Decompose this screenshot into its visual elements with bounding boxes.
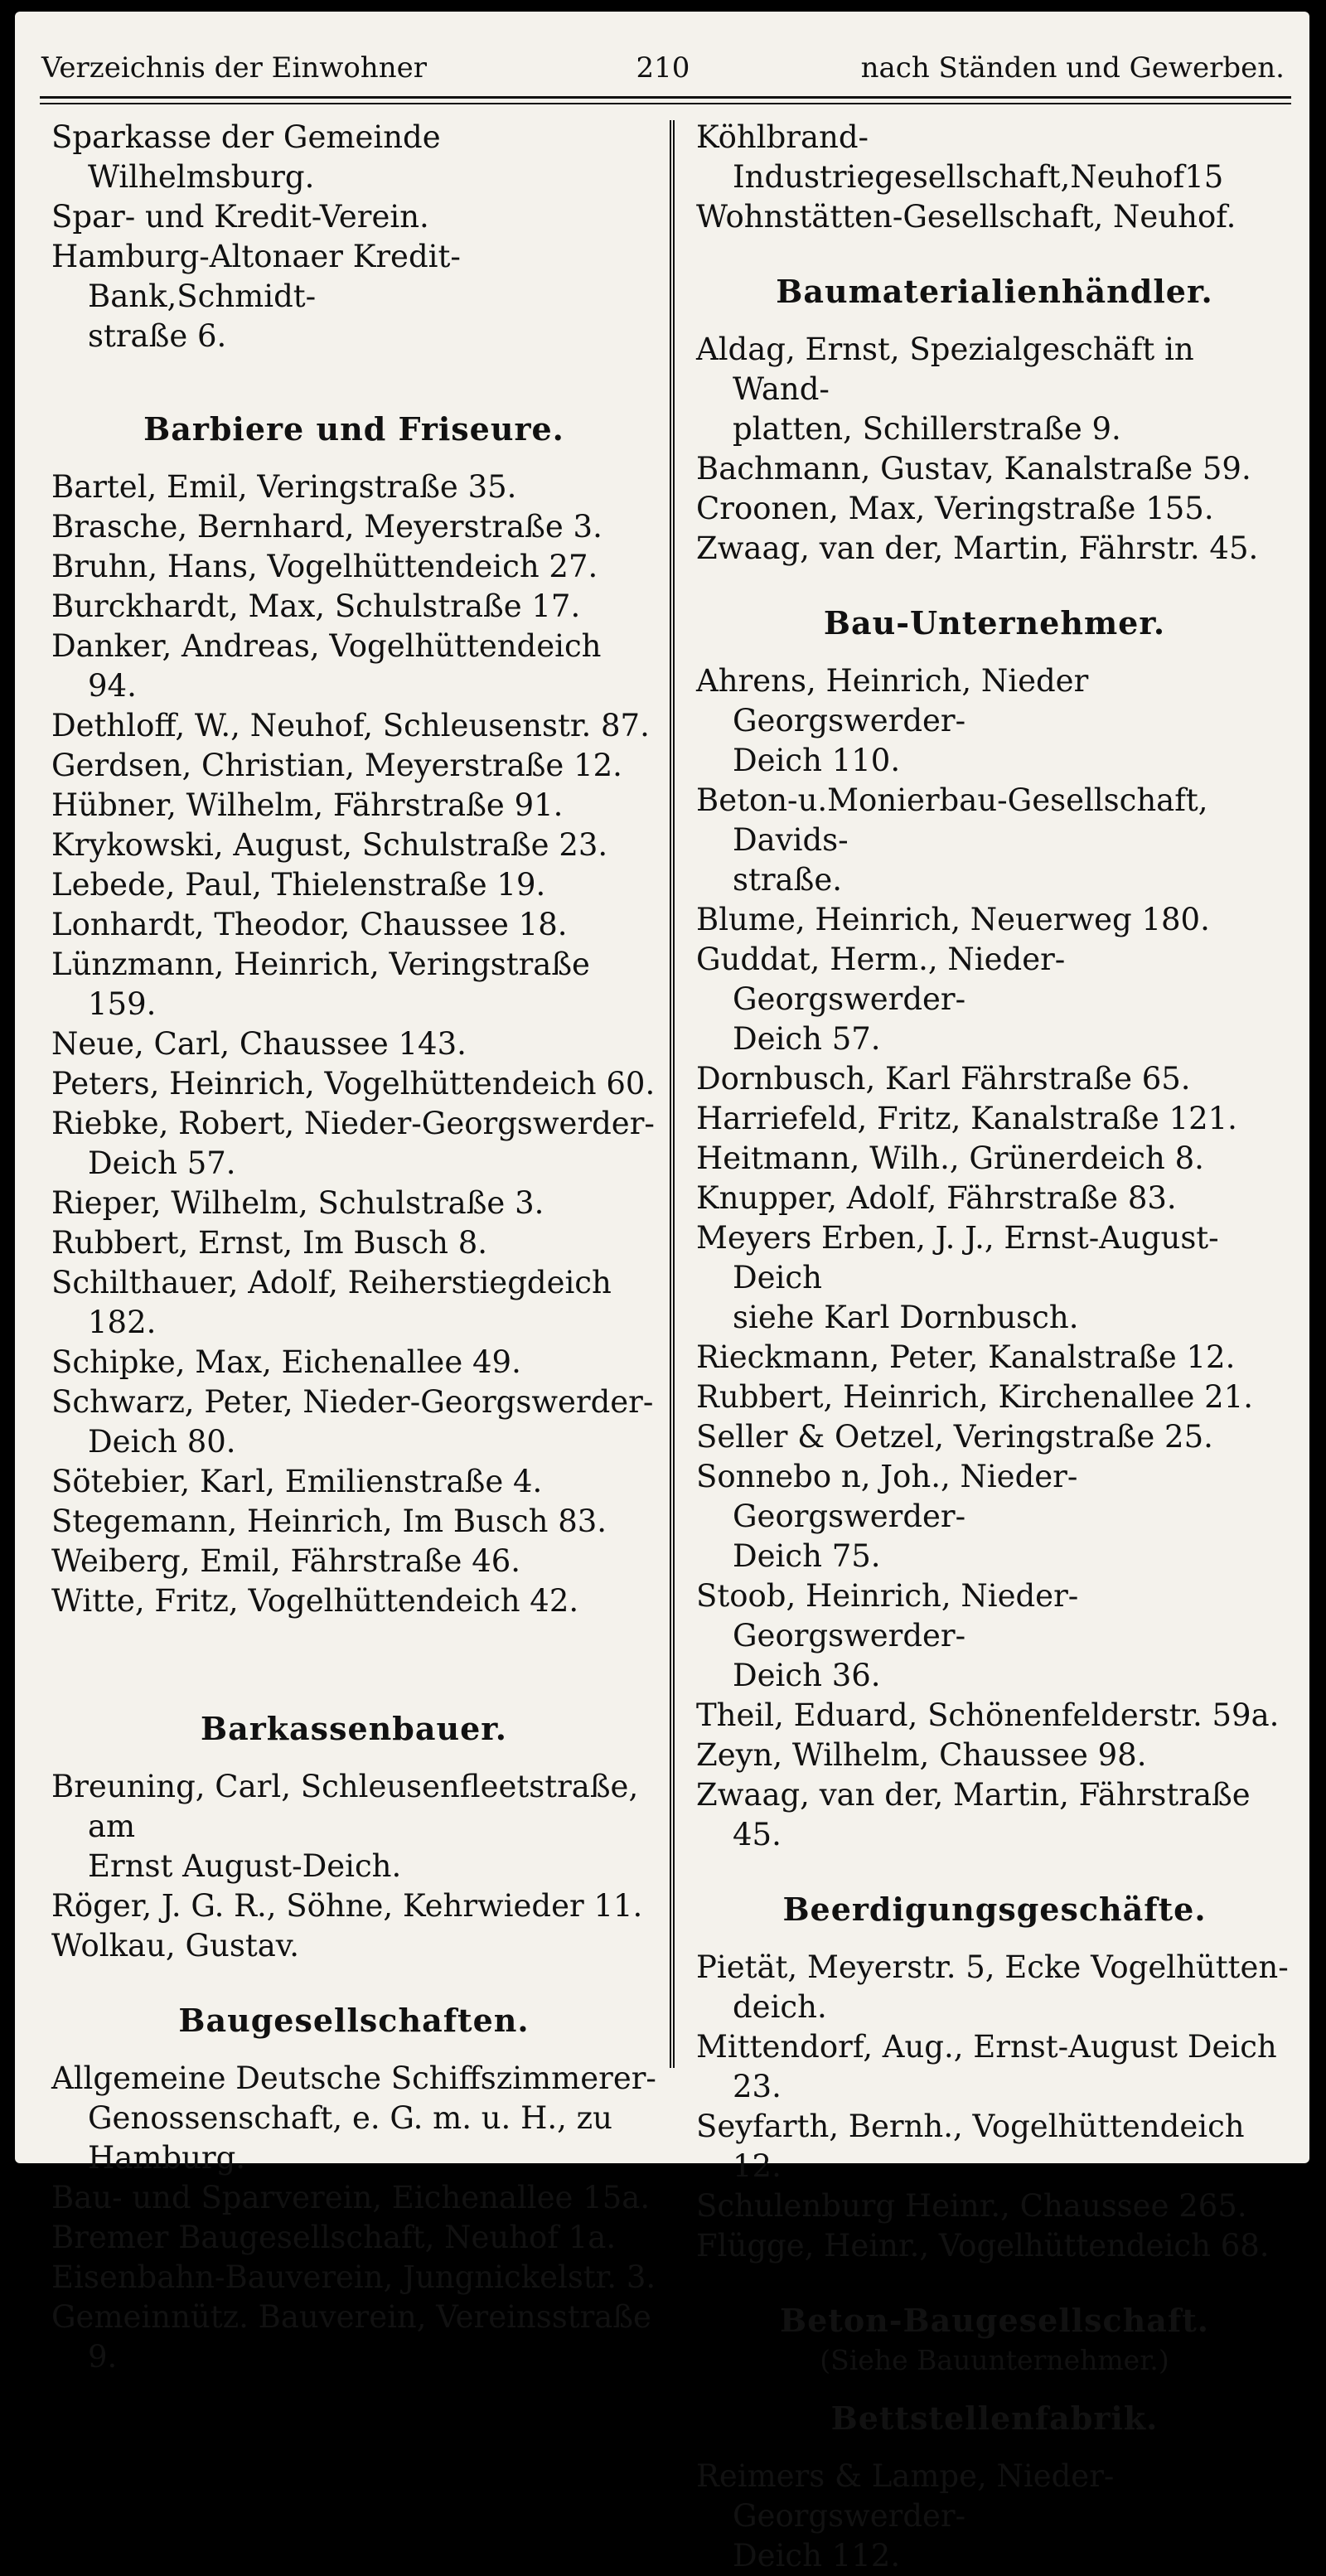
directory-entry	[51, 1223, 656, 1263]
entry-line: Allgemeine Deutsche Schiffszimmerer-	[51, 2060, 656, 2096]
header-right: nach Ständen und Gewerben.	[860, 51, 1285, 85]
entry-continuation: Deich 57.	[88, 1145, 236, 1181]
entry-line: Röger, J. G. R., Söhne, Kehrwieder 11.	[51, 1888, 643, 1924]
page-header	[41, 51, 1285, 93]
entry-line: Wohnstätten-Gesellschaft, Neuhof.	[696, 199, 1236, 235]
entry-continuation: Hamburg.	[88, 2140, 246, 2176]
column-divider	[670, 120, 675, 2068]
header-rule	[40, 96, 1291, 99]
directory-entry	[696, 1099, 1293, 1139]
entry-line: Zwaag, van der, Martin, Fährstr. 45.	[696, 530, 1259, 566]
directory-entry	[696, 1736, 1293, 1775]
directory-entry	[51, 1886, 656, 1926]
beton-note: (Siehe Bauunternehmer.)	[820, 2344, 1169, 2376]
directory-entry	[51, 1462, 656, 1502]
directory-entry	[696, 2186, 1293, 2226]
section-heading-beton: Beton-Baugesellschaft.	[779, 2302, 1210, 2339]
entry-line: Stoob, Heinrich, Nieder-Georgswerder-	[696, 1578, 1079, 1654]
right-column	[696, 118, 1293, 2576]
entry-line: Meyers Erben, J. J., Ernst-August-Deich	[696, 1220, 1219, 1295]
directory-entry	[51, 2178, 656, 2218]
entry-line: Krykowski, August, Schulstraße 23.	[51, 827, 608, 863]
entry-continuation: deich.	[733, 1989, 827, 2025]
beerdigung-list	[696, 1948, 1293, 2266]
directory-entry	[51, 706, 656, 746]
entry-continuation: Deich 75.	[733, 1538, 881, 1574]
entry-continuation: Deich 36.	[733, 1658, 881, 1693]
entry-line: Flügge, Heinr., Vogelhüttendeich 68.	[696, 2228, 1270, 2264]
section-heading-beerdigung: Beerdigungsgeschäfte.	[782, 1891, 1207, 1928]
entry-line: Dornbusch, Karl Fährstraße 65.	[696, 1061, 1191, 1097]
entry-line: Reimers & Lampe, Nieder-Georgswerder-	[696, 2458, 1115, 2534]
directory-entry	[51, 197, 656, 237]
directory-entry	[51, 547, 656, 587]
directory-entry	[696, 449, 1293, 489]
directory-entry	[51, 826, 656, 865]
entry-line: Lonhardt, Theodor, Chaussee 18.	[51, 907, 568, 942]
entry-line: Riebke, Robert, Nieder-Georgswerder-	[51, 1106, 655, 1141]
entry-continuation: Deich 112.	[733, 2538, 901, 2574]
entry-line: Mittendorf, Aug., Ernst-August Deich 23.	[696, 2029, 1277, 2104]
directory-entry	[51, 945, 656, 1024]
directory-entry	[696, 1378, 1293, 1417]
entry-continuation: Genossenschaft, e. G. m. u. H., zu	[88, 2100, 612, 2136]
entry-line: Neue, Carl, Chaussee 143.	[51, 1026, 467, 1062]
directory-entry	[696, 1417, 1293, 1457]
directory-entry	[51, 1104, 656, 1184]
directory-entry	[51, 1382, 656, 1462]
directory-entry	[51, 627, 656, 706]
entry-line: Dethloff, W., Neuhof, Schleusenstr. 87.	[51, 708, 650, 743]
directory-entry	[51, 1263, 656, 1343]
entry-continuation: siehe Karl Dornbusch.	[733, 1300, 1079, 1335]
entry-continuation: platten, Schillerstraße 9.	[733, 411, 1121, 447]
directory-entry	[51, 1184, 656, 1223]
entry-line: Guddat, Herm., Nieder-Georgswerder-	[696, 942, 1066, 1017]
directory-entry	[51, 1343, 656, 1382]
entry-line: Aldag, Ernst, Spezialgeschäft in Wand-	[696, 332, 1194, 407]
entry-line: Sonnebo n, Joh., Nieder-Georgswerder-	[696, 1459, 1078, 1534]
directory-entry	[696, 661, 1293, 781]
directory-entry	[696, 1775, 1293, 1855]
baumaterialien-list	[696, 330, 1293, 569]
directory-entry	[696, 1457, 1293, 1576]
entry-line: Schilthauer, Adolf, Reiherstiegdeich 182.	[51, 1265, 612, 1340]
entry-line: Lebede, Paul, Thielenstraße 19.	[51, 867, 546, 903]
directory-entry	[696, 197, 1293, 237]
directory-entry	[696, 1139, 1293, 1179]
header-rule-thin	[40, 103, 1291, 104]
directory-entry	[51, 746, 656, 786]
entry-line: Rubbert, Ernst, Im Busch 8.	[51, 1225, 488, 1261]
entry-line: Weiberg, Emil, Fährstraße 46.	[51, 1543, 521, 1579]
entry-line: Croonen, Max, Veringstraße 155.	[696, 491, 1214, 526]
directory-entry	[51, 1064, 656, 1104]
entry-line: Köhlbrand-Industriegesellschaft,Neuhof15	[696, 119, 1224, 195]
directory-entry	[696, 781, 1293, 900]
directory-entry	[696, 1576, 1293, 1696]
directory-entry	[696, 2226, 1293, 2266]
section-heading-barbiere: Barbiere und Friseure.	[143, 410, 564, 448]
entry-continuation: Deich 80.	[88, 1424, 236, 1460]
directory-entry	[51, 1542, 656, 1581]
directory-entry	[51, 786, 656, 826]
directory-entry	[696, 1179, 1293, 1218]
directory-entry	[696, 330, 1293, 449]
directory-entry	[696, 489, 1293, 529]
entry-line: Ahrens, Heinrich, Nieder Georgswerder-	[696, 663, 1089, 738]
directory-entry	[51, 587, 656, 627]
directory-entry	[696, 1948, 1293, 2027]
entry-line: Hamburg-Altonaer Kredit-Bank,Schmidt-	[51, 239, 461, 314]
entry-line: Bachmann, Gustav, Kanalstraße 59.	[696, 451, 1251, 487]
directory-entry	[51, 905, 656, 945]
directory-entry	[696, 118, 1293, 197]
bauunternehmer-list	[696, 661, 1293, 1855]
entry-line: Lünzmann, Heinrich, Veringstraße 159.	[51, 947, 590, 1022]
entry-line: Heitmann, Wilh., Grünerdeich 8.	[696, 1140, 1204, 1176]
directory-entry	[696, 1059, 1293, 1099]
directory-entry	[51, 467, 656, 507]
directory-entry	[51, 118, 656, 197]
entry-line: Zwaag, van der, Martin, Fährstraße 45.	[696, 1777, 1251, 1852]
directory-entry	[51, 2258, 656, 2298]
entry-line: Schulenburg Heinr., Chaussee 265.	[696, 2188, 1247, 2224]
section-heading-baumaterialien: Baumaterialienhändler.	[776, 273, 1213, 310]
barkassen-list	[51, 1767, 656, 1966]
entry-line: Gemeinnütz. Bauverein, Vereinsstraße 9.	[51, 2299, 651, 2375]
entry-line: Wolkau, Gustav.	[51, 1928, 300, 1963]
entry-line: Peters, Heinrich, Vogelhüttendeich 60.	[51, 1066, 656, 1102]
directory-entry	[51, 1581, 656, 1621]
baugesellschaften-list	[51, 2059, 656, 2377]
entry-continuation: straße 6.	[88, 318, 227, 354]
intro-list	[51, 118, 656, 356]
entry-line: Stegemann, Heinrich, Im Busch 83.	[51, 1503, 607, 1539]
entry-line: Bremer Baugesellschaft, Neuhof 1a.	[51, 2220, 617, 2255]
entry-line: Sparkasse der Gemeinde Wilhelmsburg.	[51, 119, 441, 195]
entry-continuation: straße.	[733, 862, 842, 898]
entry-line: Rubbert, Heinrich, Kirchenallee 21.	[696, 1379, 1254, 1415]
entry-line: Rieper, Wilhelm, Schulstraße 3.	[51, 1185, 544, 1221]
entry-line: Bruhn, Hans, Vogelhüttendeich 27.	[51, 549, 598, 584]
intro-list-right	[696, 118, 1293, 237]
entry-line: Danker, Andreas, Vogelhüttendeich 94.	[51, 628, 602, 704]
entry-continuation: Ernst August-Deich.	[88, 1848, 402, 1884]
entry-continuation: Deich 57.	[733, 1021, 881, 1057]
entry-line: Theil, Eduard, Schönenfelderstr. 59a.	[696, 1697, 1280, 1733]
barbiere-list	[51, 467, 656, 1621]
entry-line: Burckhardt, Max, Schulstraße 17.	[51, 588, 581, 624]
directory-entry	[696, 2027, 1293, 2107]
entry-line: Zeyn, Wilhelm, Chaussee 98.	[696, 1737, 1147, 1773]
directory-entry	[51, 1767, 656, 1886]
section-heading-barkassen: Barkassenbauer.	[200, 1710, 508, 1747]
directory-entry	[696, 1338, 1293, 1378]
directory-entry	[696, 900, 1293, 940]
entry-line: Harriefeld, Fritz, Kanalstraße 121.	[696, 1101, 1237, 1136]
directory-entry	[51, 237, 656, 356]
directory-entry	[696, 1696, 1293, 1736]
entry-line: Schipke, Max, Eichenallee 49.	[51, 1344, 521, 1380]
directory-entry	[51, 2298, 656, 2377]
section-heading-baugesellschaften: Baugesellschaften.	[178, 2002, 530, 2039]
entry-line: Breuning, Carl, Schleusenfleetstraße, am	[51, 1769, 639, 1844]
entry-line: Seyfarth, Bernh., Vogelhüttendeich 12.	[696, 2109, 1245, 2184]
directory-entry	[696, 1218, 1293, 1338]
entry-line: Witte, Fritz, Vogelhüttendeich 42.	[51, 1583, 579, 1619]
directory-entry	[51, 2218, 656, 2258]
entry-line: Knupper, Adolf, Fährstraße 83.	[696, 1180, 1177, 1216]
entry-line: Seller & Oetzel, Veringstraße 25.	[696, 1419, 1213, 1455]
entry-line: Schwarz, Peter, Nieder-Georgswerder-	[51, 1384, 654, 1420]
entry-line: Rieckmann, Peter, Kanalstraße 12.	[696, 1339, 1236, 1375]
entry-line: Bartel, Emil, Veringstraße 35.	[51, 469, 517, 505]
entry-continuation: Deich 110.	[733, 743, 901, 778]
directory-entry	[51, 2059, 656, 2178]
directory-entry	[696, 529, 1293, 569]
directory-entry	[51, 1024, 656, 1064]
section-heading-bauunternehmer: Bau-Unternehmer.	[823, 604, 1166, 642]
directory-entry	[51, 1502, 656, 1542]
entry-line: Beton-u.Monierbau-Gesellschaft, Davids-	[696, 782, 1208, 858]
header-left: Verzeichnis der Einwohner	[41, 51, 427, 85]
entry-line: Eisenbahn-Bauverein, Jungnickelstr. 3.	[51, 2259, 656, 2295]
directory-entry	[696, 2457, 1293, 2576]
entry-line: Spar- und Kredit-Verein.	[51, 199, 429, 235]
entry-line: Brasche, Bernhard, Meyerstraße 3.	[51, 509, 603, 545]
left-column	[51, 118, 656, 2377]
page-number: 210	[636, 51, 690, 85]
directory-entry	[51, 507, 656, 547]
entry-line: Sötebier, Karl, Emilienstraße 4.	[51, 1464, 543, 1499]
entry-line: Blume, Heinrich, Neuerweg 180.	[696, 902, 1210, 937]
directory-entry	[51, 1926, 656, 1966]
bettstellen-list	[696, 2457, 1293, 2576]
entry-line: Pietät, Meyerstr. 5, Ecke Vogelhütten-	[696, 1949, 1289, 1985]
directory-entry	[51, 865, 656, 905]
section-heading-bettstellen: Bettstellenfabrik.	[830, 2399, 1159, 2437]
entry-line: Gerdsen, Christian, Meyerstraße 12.	[51, 748, 622, 783]
entry-line: Bau- und Sparverein, Eichenallee 15a.	[51, 2180, 651, 2215]
entry-line: Hübner, Wilhelm, Fährstraße 91.	[51, 787, 564, 823]
directory-entry	[696, 940, 1293, 1059]
